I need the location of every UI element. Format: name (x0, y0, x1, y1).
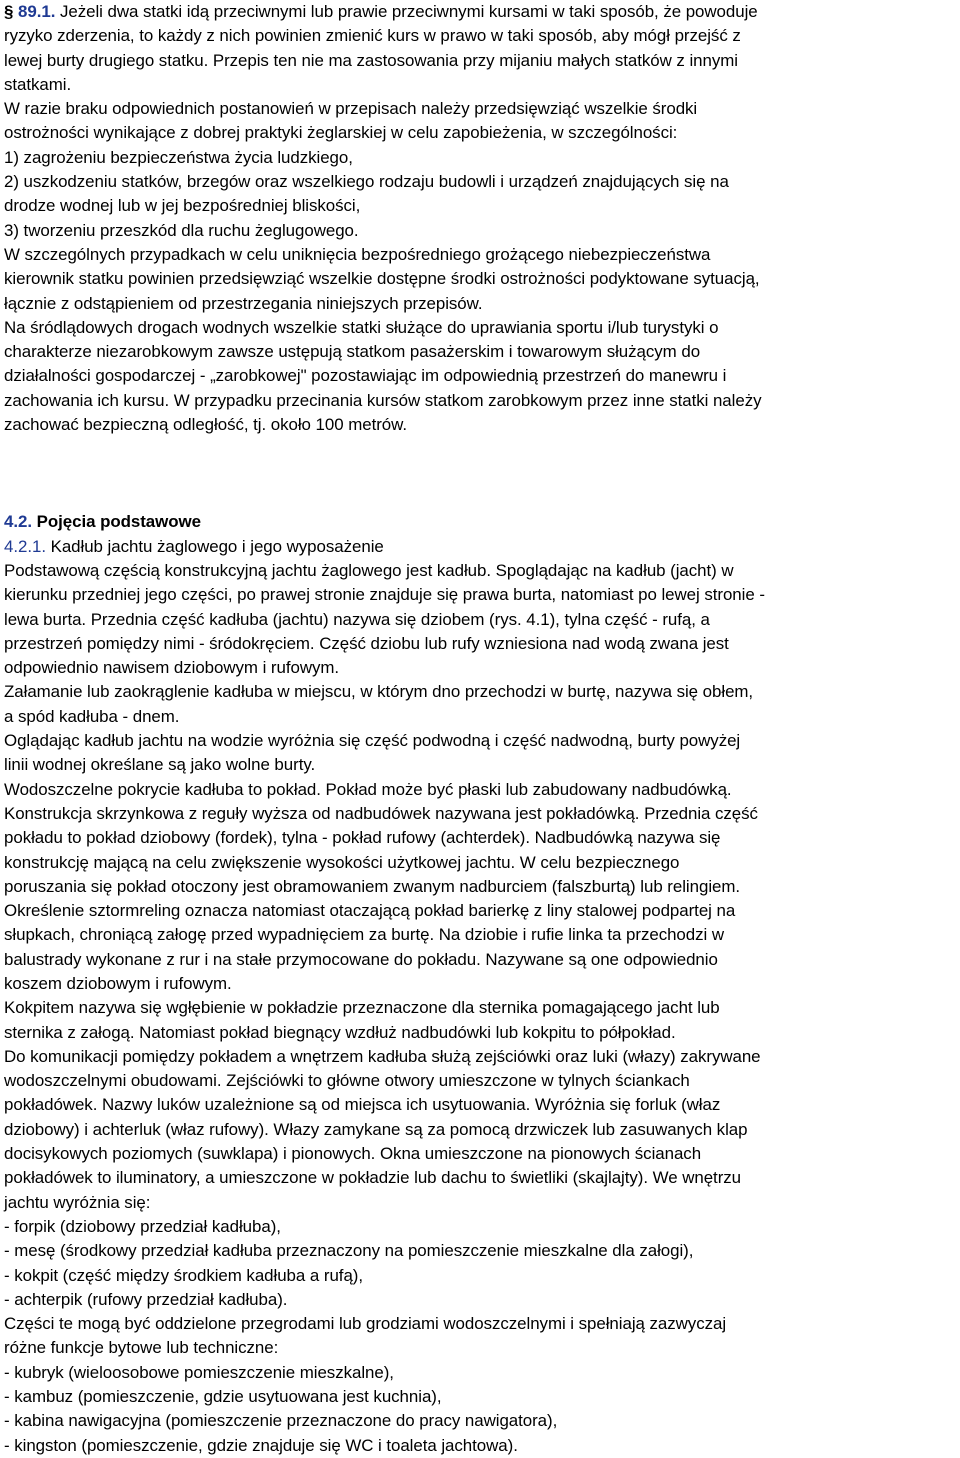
text-line: koszem dziobowym i rufowym. (4, 973, 232, 993)
text-line: Jeżeli dwa statki idą przeciwnymi lub prawie przeciwnymi kursami w taki sposób, że powoduje (55, 2, 758, 21)
text-line: Kokpitem nazywa się wgłębienie w pokładzie przeznaczone dla sternika pomagającego jacht lub (4, 998, 720, 1018)
paragraph-marker: § (4, 2, 14, 21)
text-line: - kabina nawigacyjna (pomieszczenie przeznaczone do pracy nawigatora), (4, 1411, 558, 1431)
text-line: W szczególnych przypadkach w celu uniknięcia bezpośredniego grożącego niebezpieczeństwa (4, 244, 711, 264)
heading-number: 4.2.1. (4, 536, 46, 556)
text-line: zachować bezpieczną odległość, tj. około 100 metrów. (4, 415, 408, 435)
text-line: - achterpik (rufowy przedział kadłuba). (4, 1289, 288, 1309)
text-line: słupkach, chroniącą załogę przed wypadnięciem za burtę. Na dziobie i rufie linka ta przechodzi w (4, 925, 725, 945)
text-line: poruszania się pokład otoczony jest obramowaniem zwanym nadburciem (falszburtą) lub relingiem. (4, 876, 741, 896)
text-line: statkami. (4, 74, 72, 94)
text-line: - forpik (dziobowy przedział kadłuba), (4, 1216, 281, 1236)
text-line: kierownik statku powinien przedsięwziąć wszelkie dostępne środki ostrożności podyktowane sytuacją, (4, 269, 760, 289)
text-line: Określenie sztormreling oznacza natomiast otaczającą pokład barierkę z liny stalowej podpartej na (4, 901, 736, 921)
list-item: 3) tworzeniu przeszkód dla ruchu żeglugowego. (4, 220, 359, 240)
section-89-1-first-line (4, 0, 960, 24)
section-heading-4-2 (4, 510, 960, 534)
text-line: pokładówek to iluminatory, a umieszczone w pokładzie lub dachu to świetliki (skajlajty). We wnętrzu (4, 1168, 742, 1188)
text-line: - kubryk (wieloosobowe pomieszczenie mieszkalne), (4, 1362, 394, 1382)
text-line: - mesę (środkowy przedział kadłuba przeznaczony na pomieszczenie mieszkalne dla załogi), (4, 1241, 694, 1261)
text-line: ryzyko zderzenia, to każdy z nich powinien zmienić kurs w prawo w taki sposób, aby mógł przejść z (4, 26, 741, 46)
text-line: a spód kadłuba - dnem. (4, 706, 180, 726)
text-line: drodze wodnej lub w jej bezpośredniej bliskości, (4, 196, 361, 216)
text-line: konstrukcję mającą na celu zwiększenie wysokości użytkowej jachtu. W celu bezpiecznego (4, 852, 680, 872)
text-line: zachowania ich kursu. W przypadku przecinania kursów statkom zarobkowym przez inne statki należy (4, 390, 762, 410)
text-line: Na śródlądowych drogach wodnych wszelkie statki służące do uprawiania sportu i/lub turystyki o (4, 317, 719, 337)
text-line: balustrady wykonane z rur i na stałe przymocowane do pokładu. Nazywane są one odpowiednio (4, 949, 718, 969)
list-item: 1) zagrożeniu bezpieczeństwa życia ludzkiego, (4, 147, 353, 167)
section-spacer (4, 437, 960, 510)
text-line: - kambuz (pomieszczenie, gdzie usytuowana jest kuchnia), (4, 1387, 442, 1407)
text-line: przestrzeń pomiędzy nimi - śródokręciem. Część dziobu lub rufy wzniesiona nad wodą zwana jest (4, 633, 729, 653)
text-line: Załamanie lub zaokrąglenie kadłuba w miejscu, w którym dno przechodzi w burtę, nazywa się obłem, (4, 682, 754, 702)
text-line: linii wodnej określane są jako wolne burty. (4, 755, 316, 775)
text-line: docisykowych poziomych (suwklapa) i pionowych. Okna umieszczone na pionowych ścianach (4, 1144, 702, 1164)
text-line: dziobowy) i achterluk (właz rufowy). Włazy zamykane są za pomocą drzwiczek lub zasuwanych klap (4, 1119, 748, 1139)
text-line: pokładówek. Nazwy luków uzależnione są od miejsca ich usytuowania. Wyróżnia się forluk (właz (4, 1095, 721, 1115)
heading-title: Pojęcia podstawowe (31, 512, 201, 532)
subsection-heading-4-2-1 (4, 535, 960, 559)
heading-number: 4.2. (4, 512, 32, 532)
text-line: wodoszczelnymi obudowami. Zejściówki to główne otwory umieszczone w tylnych ściankach (4, 1071, 690, 1091)
section-number: 89.1. (18, 2, 56, 21)
text-line: Podstawową częścią konstrukcyjną jachtu żaglowego jest kadłub. Spoglądając na kadłub (jacht) w (4, 560, 734, 580)
text-line: Do komunikacji pomiędzy pokładem a wnętrzem kadłuba służą zejściówki oraz luki (włazy) zakrywane (4, 1046, 761, 1066)
text-line: kierunku przedniej jego części, po prawej stronie znajduje się prawa burta, natomiast po lewej stronie - (4, 585, 765, 605)
list-item: 2) uszkodzeniu statków, brzegów oraz wszelkiego rodzaju budowli i urządzeń znajdujących się na (4, 172, 729, 192)
section-89-1 (4, 0, 960, 437)
text-line: jachtu wyróżnia się: (4, 1192, 151, 1212)
text-line: ostrożności wynikające z dobrej praktyki żeglarskiej w celu zapobieżenia, w szczególności: (4, 123, 678, 143)
heading-title: Kadłub jachtu żaglowego i jego wyposażenie (45, 536, 384, 556)
text-line: lewa burta. Przednia część kadłuba (jachtu) nazywa się dziobem (rys. 4.1), tylna część - rufą, a (4, 609, 710, 629)
text-line: - kokpit (część między środkiem kadłuba a rufą), (4, 1265, 364, 1285)
text-line: Oglądając kadłub jachtu na wodzie wyróżnia się część podwodną i część nadwodną, burty powyżej (4, 731, 741, 751)
text-line: działalności gospodarczej - „zarobkowej" pozostawiając im odpowiednią przestrzeń do manewru i (4, 366, 727, 386)
text-line: charakterze niezarobkowym zawsze ustępują statkom pasażerskim i towarowym służącym do (4, 342, 701, 362)
text-line: - kingston (pomieszczenie, gdzie znajduje się WC i toaleta jachtowa). (4, 1435, 518, 1455)
text-line: Części te mogą być oddzielone przegrodami lub grodziami wodoszczelnymi i spełniają zazwyczaj (4, 1314, 727, 1334)
text-line: pokładu to pokład dziobowy (fordek), tylna - pokład rufowy (achterdek). Nadbudówką nazywa się (4, 828, 721, 848)
text-line: odpowiednio nawisem dziobowym i rufowym. (4, 658, 340, 678)
text-line: sternika z załogą. Natomiast pokład biegnący wzdłuż nadbudówki lub kokpitu to półpokład. (4, 1022, 676, 1042)
text-line: lewej burty drugiego statku. Przepis ten nie ma zastosowania przy mijaniu małych statków z innymi (4, 50, 738, 70)
text-line: W razie braku odpowiednich postanowień w przepisach należy przedsięwziąć wszelkie środki (4, 99, 698, 119)
text-line: Konstrukcja skrzynkowa z reguły wyższa od nadbudówek nazywana jest pokładówką. Przednia część (4, 803, 758, 823)
text-line: Wodoszczelne pokrycie kadłuba to pokład. Pokład może być płaski lub zabudowany nadbudówką. (4, 779, 732, 799)
text-line: różne funkcje bytowe lub techniczne: (4, 1338, 279, 1358)
text-line: łącznie z odstąpieniem od przestrzegania niniejszych przepisów. (4, 293, 483, 313)
section-4-2-1-body (4, 559, 960, 1458)
